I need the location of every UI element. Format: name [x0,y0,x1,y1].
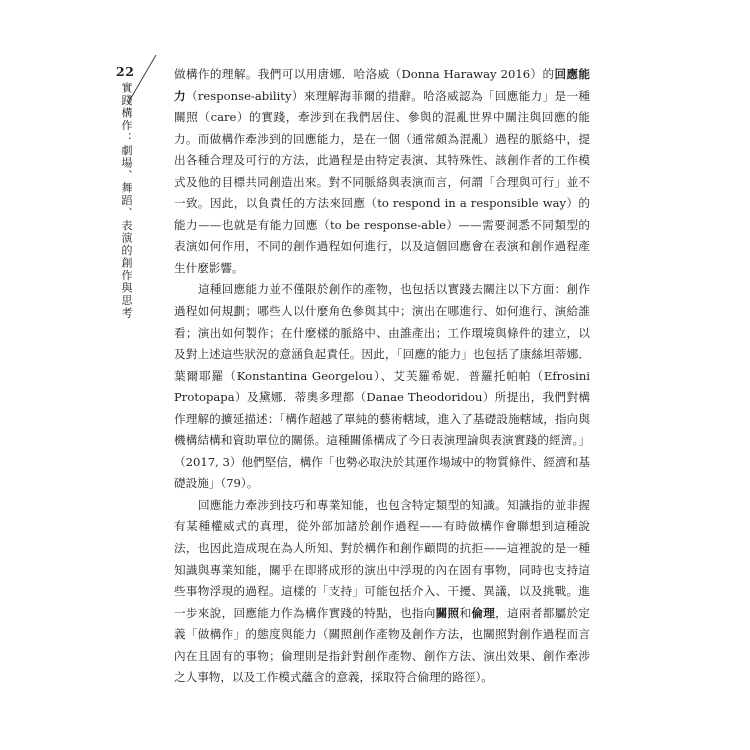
text-segment: 和 [459,605,472,620]
emphasized-term: 關照 [435,605,460,620]
page-number: 22 [116,64,135,79]
emphasized-term: 倫理 [471,605,496,620]
running-head: 實踐構作：劇場、舞蹈、表演的創作與思考 [120,82,133,320]
emphasized-term: 回應能力 [174,67,590,103]
paragraph [174,64,590,279]
text-segment: （response-ability）來理解海菲爾的措辭。哈洛威認為「回應能力」是一種關照（care）的實踐，牽涉到在我們居住、參與的混亂世界中關注與回應的能力。而做構作牽涉到的回應能力，是在一個（通常頗為混亂）過程的脈絡中，提出各種合理及可行的方法，此過程是由特定表演、其特殊性、該創作者的工作模式及他的目標共同創造出來。對不同脈絡與表演而言，何謂「合理與可行」並不一致。因此，以負責任的方法來回應（to respond in a responsible way）的能力——也就是有能力回應（to be response-able）——需要洞悉不同類型的表演如何作用，不同的創作過程如何進行，以及這個回應會在表演和創作過程產生什麼影響。 [174,88,590,275]
paragraph [174,279,590,494]
body-text [174,64,590,689]
text-segment: 做構作的理解。我們可以用唐娜．哈洛威（Donna Haraway 2016）的 [174,67,555,81]
text-segment: ，這兩者都屬於定義「做構作」的態度與能力（關照創作產物及創作方法，也關照對創作過程而言內在且固有的事物；倫理則是指針對創作產物、創作方法、演出效果、創作牽涉之人事物，以及工作模式蘊含的意義，採取符合倫理的路徑）。 [174,605,590,685]
text-segment: 回應能力牽涉到技巧和專業知能，也包含特定類型的知識。知識指的並非握有某種權威式的真理，從外部加諸於創作過程——有時做構作會聯想到這種說法，也因此造成現在為人所知、對於構作和創作顧問的抗拒——這裡說的是一種知識與專業知能，關乎在即將成形的演出中浮現的內在固有事物，同時也支持這些事物浮現的過程。這樣的「支持」可能包括介入、干擾、異議，以及挑戰。進一步來說，回應能力作為構作實踐的特點，也指向 [174,497,590,620]
text-segment: 這種回應能力並不僅限於創作的產物，也包括以實踐去關注以下方面：創作過程如何規劃；哪些人以什麼角色參與其中；演出在哪進行、如何進行、演給誰看；演出如何製作；在什麼樣的脈絡中、由誰產出；工作環境與條件的建立，以及對上述這些狀況的意涵負起責任。因此，「回應的能力」也包括了康絲坦蒂娜．葉爾耶羅（Konstantina Georgelou）、艾芙羅希妮．普羅托帕帕（Efrosini Protopapa）及黛娜．蒂奧多理都（Danae Theodoridou）所提出，我們對構作理解的擴延描述：「構作超越了單純的藝術轄域，進入了基礎設施轄域，指向與機構結構和資助單位的關係。這種關係構成了今日表演理論與表演實踐的經濟。」（2017, 3）他們堅信，構作「也勢必取決於其運作場域中的物質條件、經濟和基礎設施」（79）。 [174,282,590,491]
paragraph [174,495,590,689]
